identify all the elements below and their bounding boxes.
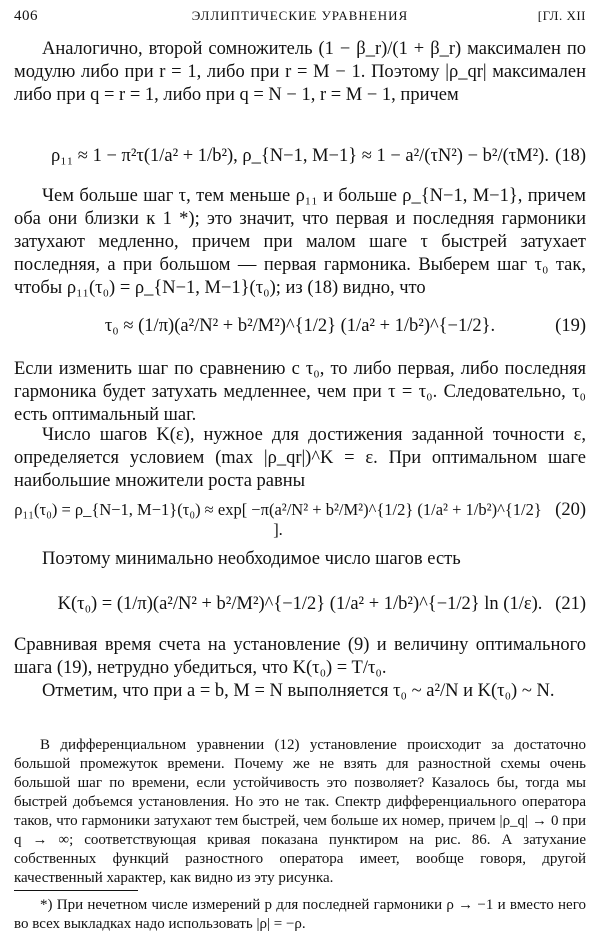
equation-number: (20) [555,500,586,520]
footnote: *) При нечетном числе измерений p для последней гармоники ρ → −1 и вместо него во всех выкладках надо использовать |ρ| = −ρ. [14,897,586,932]
paragraph: Чем больше шаг τ, тем меньше ρ₁₁ и больше ρ_{N−1, M−1}, причем оба они близки к 1 *); это значит, что первая и последняя гармоники затухают медленно, причем при малом шаге τ быстрей затухает последняя, а при большом — первая гармоника. Выберем шаг τ₀ так, чтобы ρ₁₁(τ₀) = ρ_{N−1, M−1}(τ₀); из (18) видно, что [14,186,586,298]
running-header [14,8,586,28]
equation-body: ρ₁₁ ≈ 1 − π²τ(1/a² + 1/b²), ρ_{N−1, M−1} ≈ 1 − a²/(τN²) − b²/(τM²). [51,146,549,166]
running-title: ЭЛЛИПТИЧЕСКИЕ УРАВНЕНИЯ [191,8,409,23]
paragraph: Число шагов K(ε), нужное для достижения заданной точности ε, определяется условием (max |ρ_qr|)^K = ε. При оптимальном шаге наибольшие множители роста равны [14,425,586,491]
paragraph: Если изменить шаг по сравнению с τ₀, то либо первая, либо последняя гармоника будет затухать медленнее, чем при τ = τ₀. Следовательно, τ₀ есть оптимальный шаг. [14,359,586,425]
paragraph: Сравнивая время счета на установление (9) и величину оптимального шага (19), нетрудно убедиться, что K(τ₀) = T/τ₀. [14,635,586,678]
equation-body: K(τ₀) = (1/π)(a²/N² + b²/M²)^{−1/2} (1/a² + 1/b²)^{−1/2} ln (1/ε). [57,594,543,614]
equation-body: τ₀ ≈ (1/π)(a²/N² + b²/M²)^{1/2} (1/a² + 1/b²)^{−1/2}. [104,316,496,336]
equation-body: ρ₁₁(τ₀) = ρ_{N−1, M−1}(τ₀) ≈ exp[ −π(a²/N² + b²/M²)^{1/2} (1/a² + 1/b²)^{1/2} ]. [14,500,542,539]
remark-block: В дифференциальном уравнении (12) установление происходит за достаточно большой промежуток времени. Почему же не взять для разностной схемы очень большой шаг по времени, если устойчивость это позволяет? Казалось бы, тогда мы быстрей добъемся установления. Но это не так. Спектр дифференциального оператора таков, что гармоники затухают тем быстрей, чем больше их номер, причем |ρ_q| → 0 при q → ∞; соответствующая кривая показана пунктиром на рис. 86. А затухание собственных функций разностного оператора имеет, вообще говоря, другой качественный характер, как видно из эту рисунка. [14,737,586,886]
footnote-rule [14,890,138,891]
equation-number: (19) [555,316,586,336]
paragraph: Поэтому минимально необходимое число шагов есть [42,549,461,569]
book-page [14,0,586,940]
equation-number: (18) [555,146,586,166]
paragraph: Аналогично, второй сомножитель (1 − β_r)/(1 + β_r) максимален по модулю либо при r = 1, либо при r = M − 1. Поэтому |ρ_qr| максимален либо при q = r = 1, либо при q = N − 1, r = M − 1, причем [14,39,586,105]
chapter-label: [ГЛ. XII [537,8,586,23]
equation-number: (21) [555,594,586,614]
page-number: 406 [14,8,38,24]
paragraph: Отметим, что при a = b, M = N выполняется τ₀ ~ a²/N и K(τ₀) ~ N. [42,681,555,701]
